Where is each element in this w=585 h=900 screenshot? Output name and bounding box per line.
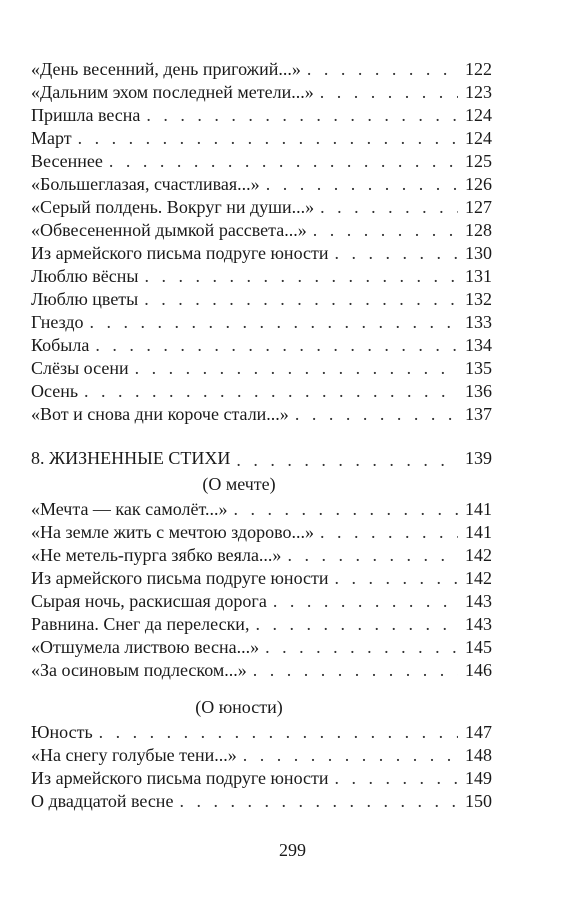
toc-entry-title: Из армейского письма подруге юности bbox=[31, 767, 335, 790]
toc-entry bbox=[31, 173, 492, 196]
section-heading-page: 139 bbox=[458, 446, 492, 471]
toc-leader-dots bbox=[146, 104, 458, 127]
toc-entry-page: 134 bbox=[458, 334, 492, 357]
toc-entry-title: Люблю цветы bbox=[31, 288, 144, 311]
toc-entry-page: 136 bbox=[458, 380, 492, 403]
toc-leader-dots bbox=[145, 265, 459, 288]
toc-entry-page: 124 bbox=[458, 127, 492, 150]
toc-entry-title: «Серый полдень. Вокруг ни души...» bbox=[31, 196, 320, 219]
toc-entry-page: 145 bbox=[458, 636, 492, 659]
section-heading-title: 8. ЖИЗНЕННЫЕ СТИХИ bbox=[31, 446, 236, 471]
toc-entry-title: «Отшумела листвою весна...» bbox=[31, 636, 265, 659]
toc-entry-page: 130 bbox=[458, 242, 492, 265]
toc-entry bbox=[31, 219, 492, 242]
toc-entry-title: «Вот и снова дни короче стали...» bbox=[31, 403, 295, 426]
toc-entry-page: 146 bbox=[458, 659, 492, 682]
toc-leader-dots bbox=[320, 521, 458, 544]
toc-entry-title: Гнездо bbox=[31, 311, 90, 334]
toc-entry-title: «День весенний, день пригожий...» bbox=[31, 58, 307, 81]
toc-entry-title: Равнина. Снег да перелески, bbox=[31, 613, 255, 636]
toc-entry-page: 128 bbox=[458, 219, 492, 242]
toc-entry-title: Кобыла bbox=[31, 334, 95, 357]
toc-leader-dots bbox=[320, 196, 458, 219]
toc-entry-title: «На земле жить с мечтою здорово...» bbox=[31, 521, 320, 544]
toc-leader-dots bbox=[255, 613, 458, 636]
toc-group-youth bbox=[31, 721, 492, 813]
toc-entry bbox=[31, 590, 492, 613]
toc-entry bbox=[31, 334, 492, 357]
toc-entry bbox=[31, 767, 492, 790]
subheading-dream: (О мечте) bbox=[202, 474, 276, 494]
toc-entry-title: Юность bbox=[31, 721, 99, 744]
toc-entry bbox=[31, 288, 492, 311]
toc-entry-page: 127 bbox=[458, 196, 492, 219]
toc-entry-title: Март bbox=[31, 127, 78, 150]
page-number: 299 bbox=[279, 840, 306, 860]
toc-entry bbox=[31, 403, 492, 426]
toc-entry bbox=[31, 357, 492, 380]
toc-entry bbox=[31, 150, 492, 173]
toc-entry-page: 137 bbox=[458, 403, 492, 426]
toc-entry-title: «Мечта — как самолёт...» bbox=[31, 498, 233, 521]
toc-entry bbox=[31, 311, 492, 334]
toc-leader-dots bbox=[335, 567, 458, 590]
toc-entry-page: 133 bbox=[458, 311, 492, 334]
toc-entry bbox=[31, 265, 492, 288]
toc-entry-page: 149 bbox=[458, 767, 492, 790]
toc-entry-title: Осень bbox=[31, 380, 84, 403]
toc-entry-page: 131 bbox=[458, 265, 492, 288]
toc-leader-dots bbox=[335, 767, 458, 790]
toc-entry bbox=[31, 613, 492, 636]
toc-entry-page: 126 bbox=[458, 173, 492, 196]
toc-entry-page: 135 bbox=[458, 357, 492, 380]
toc-group-dream bbox=[31, 498, 492, 682]
toc-entry bbox=[31, 721, 492, 744]
toc-entry-page: 143 bbox=[458, 613, 492, 636]
toc-entry bbox=[31, 636, 492, 659]
toc-leader-dots bbox=[295, 403, 458, 426]
toc-entry-title: Слёзы осени bbox=[31, 357, 135, 380]
table-of-contents bbox=[31, 58, 492, 858]
toc-entry-title: «Не метель-пурга зябко веяла...» bbox=[31, 544, 287, 567]
toc-leader-dots bbox=[135, 357, 458, 380]
toc-entry-page: 141 bbox=[458, 498, 492, 521]
toc-entry-page: 148 bbox=[458, 744, 492, 767]
toc-entry-title: Пришла весна bbox=[31, 104, 146, 127]
toc-entry bbox=[31, 544, 492, 567]
toc-entry-title: Из армейского письма подруге юности bbox=[31, 567, 335, 590]
toc-leader-dots bbox=[266, 173, 458, 196]
toc-leader-dots bbox=[243, 744, 458, 767]
toc-entry-title: «На снегу голубые тени...» bbox=[31, 744, 243, 767]
toc-entry-page: 142 bbox=[458, 567, 492, 590]
toc-entry-page: 142 bbox=[458, 544, 492, 567]
toc-entry bbox=[31, 127, 492, 150]
toc-leader-dots bbox=[265, 636, 458, 659]
toc-entry-title: «Обвесененной дымкой рассвета...» bbox=[31, 219, 313, 242]
toc-entry-page: 124 bbox=[458, 104, 492, 127]
toc-leader-dots bbox=[90, 311, 458, 334]
toc-entry-title: Весеннее bbox=[31, 150, 109, 173]
toc-entry-title: «Большеглазая, счастливая...» bbox=[31, 173, 266, 196]
toc-leader-dots bbox=[335, 242, 458, 265]
toc-leader-dots bbox=[287, 544, 458, 567]
toc-leader-dots bbox=[109, 150, 458, 173]
toc-entry bbox=[31, 790, 492, 813]
toc-entry-page: 132 bbox=[458, 288, 492, 311]
toc-entry bbox=[31, 521, 492, 544]
toc-leader-dots bbox=[236, 448, 458, 471]
toc-leader-dots bbox=[313, 219, 458, 242]
section-heading bbox=[31, 446, 492, 471]
toc-leader-dots bbox=[99, 721, 458, 744]
toc-leader-dots bbox=[84, 380, 458, 403]
toc-entry-title: Сырая ночь, раскисшая дорога bbox=[31, 590, 273, 613]
toc-entry bbox=[31, 81, 492, 104]
toc-entry bbox=[31, 567, 492, 590]
toc-group-first bbox=[31, 58, 492, 426]
toc-entry bbox=[31, 58, 492, 81]
toc-entry-title: О двадцатой весне bbox=[31, 790, 179, 813]
toc-entry-page: 143 bbox=[458, 590, 492, 613]
toc-entry bbox=[31, 380, 492, 403]
toc-entry bbox=[31, 659, 492, 682]
toc-leader-dots bbox=[307, 58, 458, 81]
toc-entry-title: «Дальним эхом последней метели...» bbox=[31, 81, 320, 104]
toc-entry-page: 147 bbox=[458, 721, 492, 744]
toc-leader-dots bbox=[78, 127, 458, 150]
toc-entry-page: 122 bbox=[458, 58, 492, 81]
toc-leader-dots bbox=[253, 659, 458, 682]
toc-leader-dots bbox=[95, 334, 458, 357]
toc-leader-dots bbox=[320, 81, 458, 104]
toc-entry-title: Из армейского письма подруге юности bbox=[31, 242, 335, 265]
toc-entry-title: «За осиновым подлеском...» bbox=[31, 659, 253, 682]
toc-entry bbox=[31, 104, 492, 127]
toc-leader-dots bbox=[273, 590, 458, 613]
toc-leader-dots bbox=[144, 288, 458, 311]
toc-entry-title: Люблю вёсны bbox=[31, 265, 145, 288]
toc-entry bbox=[31, 196, 492, 219]
toc-entry-page: 141 bbox=[458, 521, 492, 544]
toc-entry-page: 123 bbox=[458, 81, 492, 104]
toc-entry bbox=[31, 498, 492, 521]
toc-entry bbox=[31, 744, 492, 767]
toc-leader-dots bbox=[179, 790, 458, 813]
toc-leader-dots bbox=[233, 498, 458, 521]
toc-entry-page: 125 bbox=[458, 150, 492, 173]
subheading-youth: (О юности) bbox=[195, 697, 283, 717]
toc-entry-page: 150 bbox=[458, 790, 492, 813]
toc-entry bbox=[31, 242, 492, 265]
